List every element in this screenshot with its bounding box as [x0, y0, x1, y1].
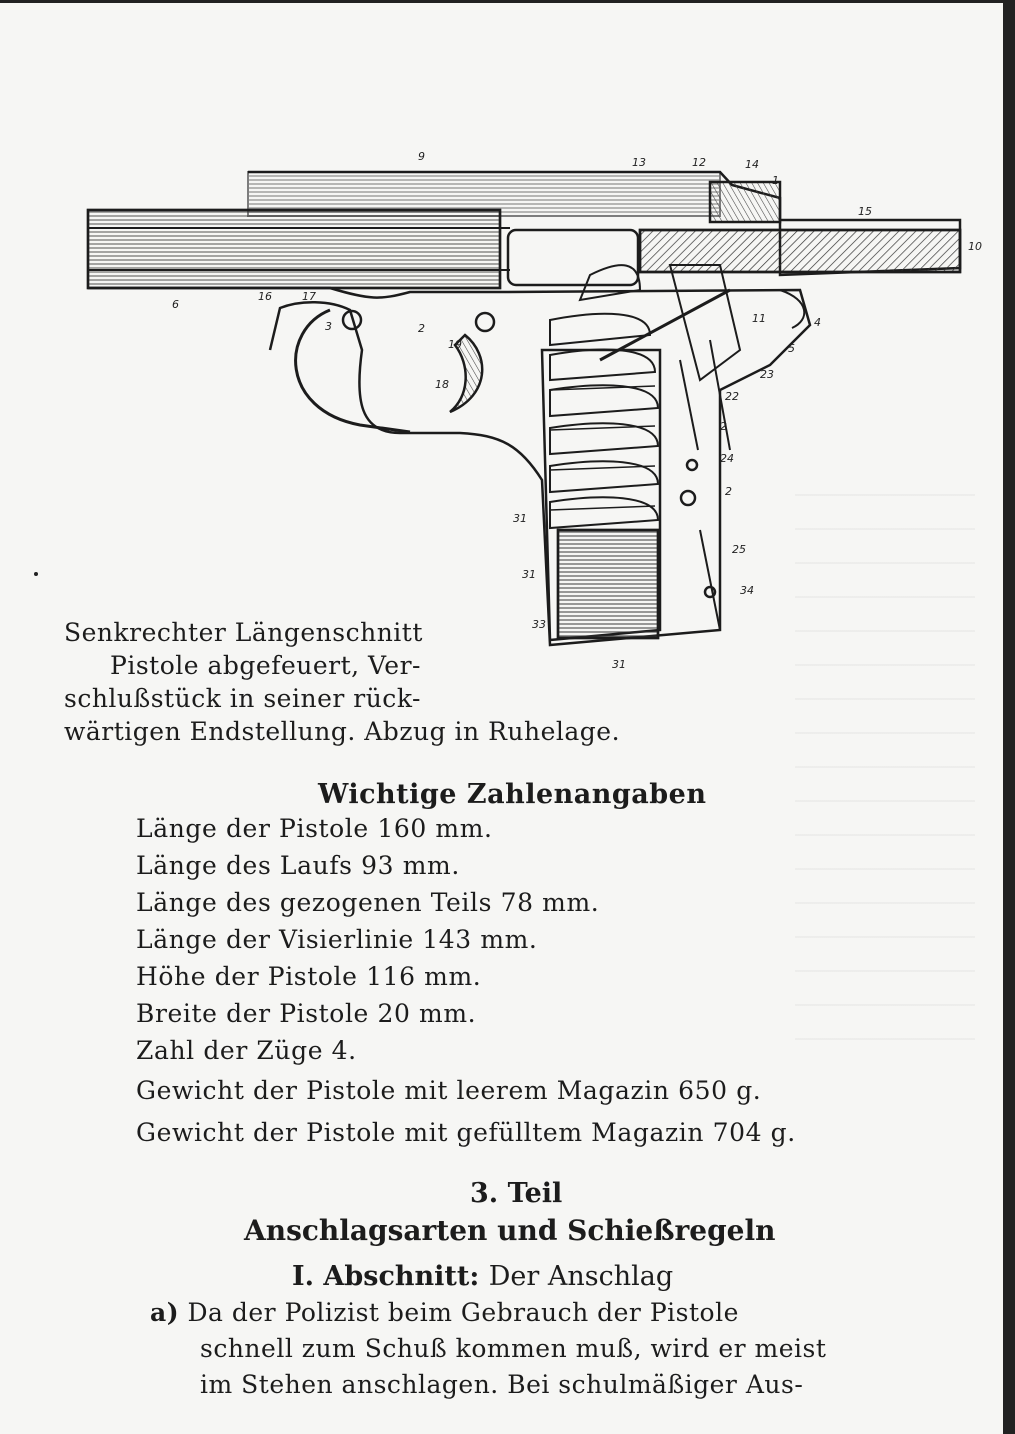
section-heading: [292, 1261, 673, 1292]
figure-label: 12: [692, 156, 706, 169]
figure-label: 33: [532, 618, 546, 631]
figure-label: 31: [612, 658, 626, 671]
paragraph-text: Da der Polizist beim Gebrauch der Pistole: [187, 1298, 739, 1327]
paragraph-line: [150, 1298, 739, 1327]
section-label: I. Abschnitt:: [292, 1261, 480, 1292]
figure-label: 34: [740, 584, 754, 597]
caption-line: Pistole abgefeuert, Ver-: [110, 651, 421, 680]
caption-line: schlußstück in seiner rück-: [64, 684, 421, 713]
figure-label: 2: [418, 322, 425, 335]
figure-label: 5: [788, 342, 795, 355]
figure-label: 31: [513, 512, 527, 525]
scan-edge-top: [0, 0, 1015, 3]
spec-row: Breite der Pistole 20 mm.: [136, 999, 477, 1028]
spec-row: Länge des gezogenen Teils 78 mm.: [136, 888, 600, 917]
spec-row: Länge des Laufs 93 mm.: [136, 851, 460, 880]
part-title: Anschlagsarten und Schießregeln: [244, 1214, 776, 1247]
section-name: Der Anschlag: [488, 1261, 674, 1292]
figure-label: 17: [302, 290, 316, 303]
figure-label: 23: [760, 368, 774, 381]
figure-label: 9: [418, 150, 425, 163]
part-number: 3. Teil: [470, 1178, 563, 1209]
figure-label: 2: [725, 485, 732, 498]
figure-label: 14: [745, 158, 759, 171]
spec-row: Gewicht der Pistole mit leerem Magazin 650 g.: [136, 1076, 762, 1105]
figure-label: 18: [435, 378, 449, 391]
figure-label: 19: [448, 338, 462, 351]
spec-row: Zahl der Züge 4.: [136, 1036, 357, 1065]
spec-row: Gewicht der Pistole mit gefülltem Magazin 704 g.: [136, 1118, 796, 1147]
paragraph-line: schnell zum Schuß kommen muß, wird er meist: [200, 1334, 827, 1363]
paragraph-marker: a): [150, 1298, 180, 1327]
figure-label: 22: [725, 390, 739, 403]
figure-label: 24: [720, 452, 734, 465]
figure-label: 11: [752, 312, 766, 325]
spec-row: Höhe der Pistole 116 mm.: [136, 962, 482, 991]
figure-label: 10: [968, 240, 982, 253]
figure-label: 31: [522, 568, 536, 581]
paragraph-line: im Stehen anschlagen. Bei schulmäßiger Aus-: [200, 1370, 804, 1399]
figure-label: 13: [632, 156, 646, 169]
spec-row: Länge der Visierlinie 143 mm.: [136, 925, 538, 954]
spec-row: Länge der Pistole 160 mm.: [136, 814, 493, 843]
scan-edge-right: [1003, 0, 1015, 1434]
figure-label: 16: [258, 290, 272, 303]
figure-label: 6: [172, 298, 179, 311]
figure-label: 2: [720, 420, 727, 433]
cartridges: [550, 265, 658, 528]
figure-label: 15: [858, 205, 872, 218]
figure-label: 3: [325, 320, 332, 333]
caption-line: Senkrechter Längenschnitt: [64, 618, 423, 647]
figure-label: 1: [772, 174, 779, 187]
figure-label: 25: [732, 543, 746, 556]
pistol-illustration: [80, 150, 980, 670]
specs-heading: Wichtige Zahlenangaben: [318, 779, 707, 810]
figure-label: 4: [814, 316, 821, 329]
pistol-cross-section-drawing: [80, 150, 980, 670]
ink-speck: [34, 572, 38, 576]
caption-line: wärtigen Endstellung. Abzug in Ruhelage.: [64, 717, 621, 746]
